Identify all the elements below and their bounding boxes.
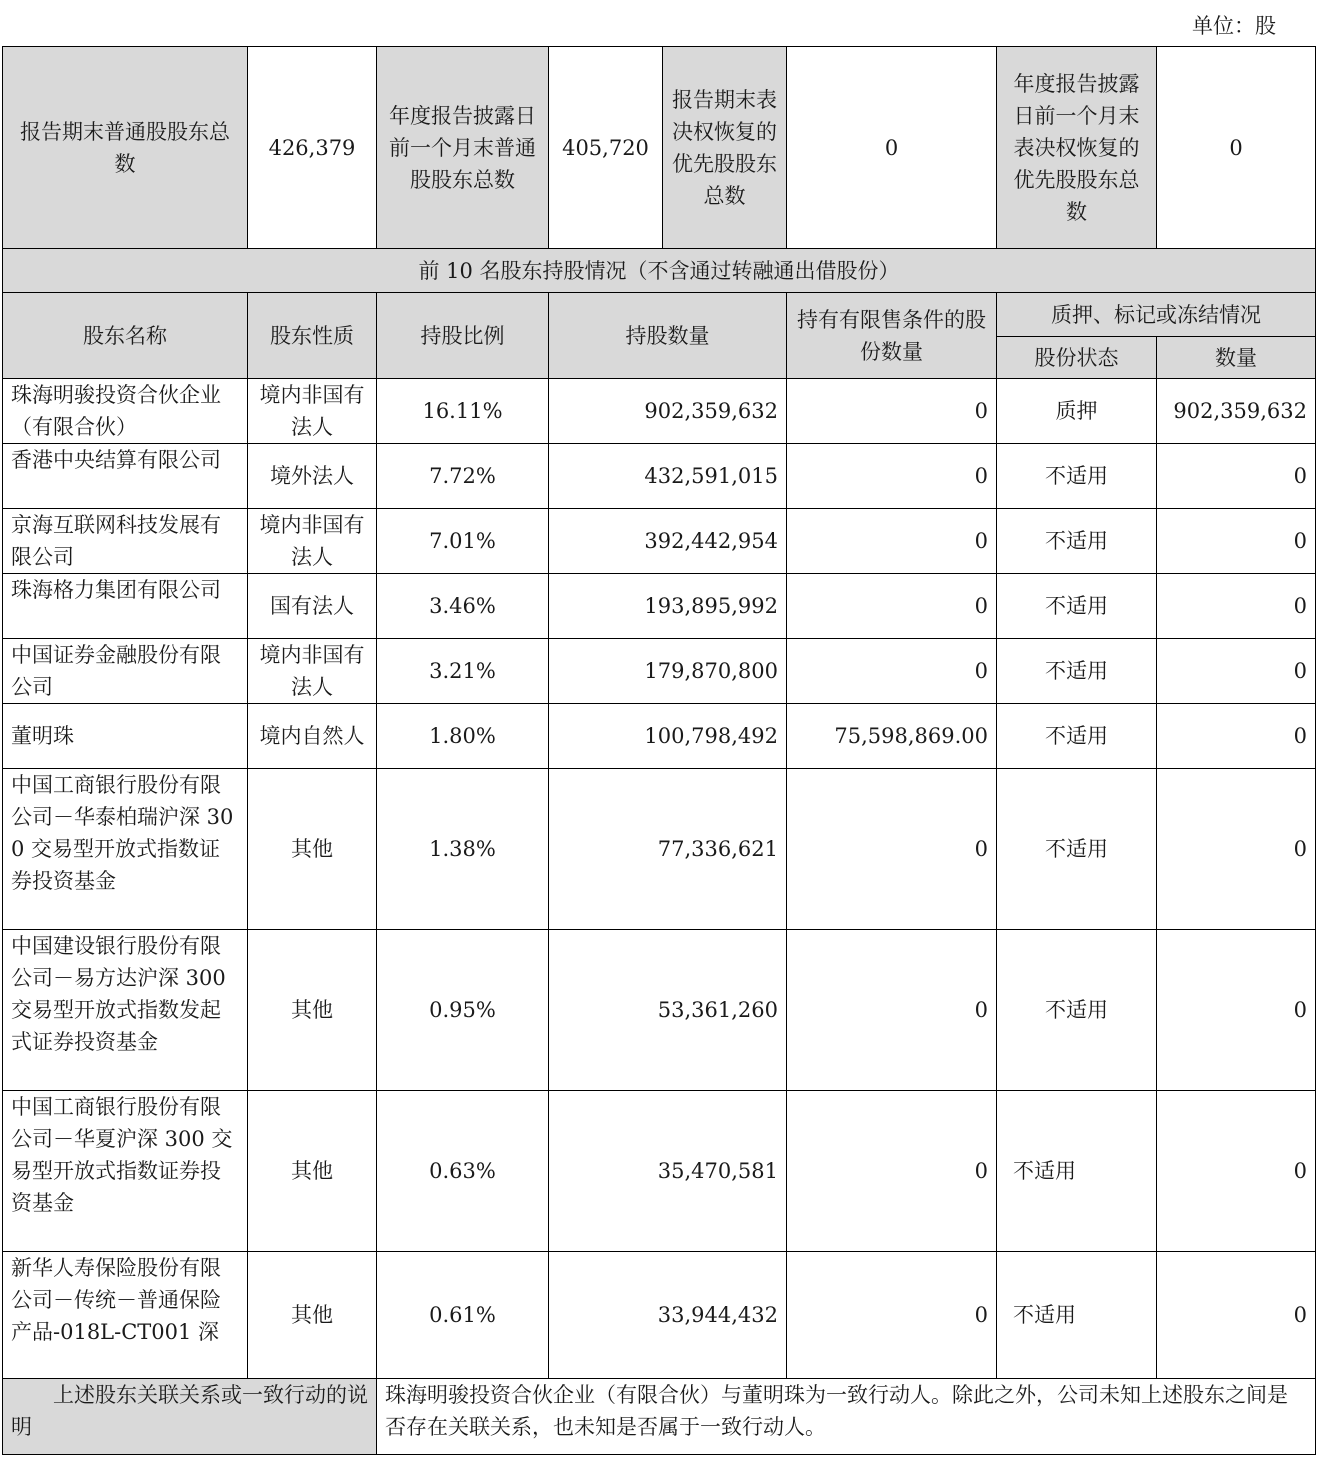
shareholder-nature: 境内自然人 — [248, 704, 377, 769]
pledge-amount: 0 — [1157, 1091, 1316, 1252]
shareholding-ratio: 0.63% — [377, 1091, 549, 1252]
header-ratio: 持股比例 — [377, 293, 549, 379]
share-status: 不适用 — [997, 574, 1157, 639]
shareholding-quantity: 392,442,954 — [549, 509, 787, 574]
pledge-amount: 902,359,632 — [1157, 379, 1316, 444]
shareholder-name: 香港中央结算有限公司 — [3, 444, 248, 509]
share-status: 不适用 — [997, 509, 1157, 574]
shareholding-ratio: 0.95% — [377, 930, 549, 1091]
shareholder-name: 中国证券金融股份有限公司 — [3, 639, 248, 704]
shareholder-nature: 境内非国有法人 — [248, 639, 377, 704]
table-row — [3, 639, 1316, 704]
shareholding-quantity: 100,798,492 — [549, 704, 787, 769]
shareholding-ratio: 1.38% — [377, 769, 549, 930]
table-row — [3, 574, 1316, 639]
table-row — [3, 379, 1316, 444]
pledge-amount: 0 — [1157, 930, 1316, 1091]
shareholding-ratio: 3.46% — [377, 574, 549, 639]
shareholder-nature: 其他 — [248, 1091, 377, 1252]
shareholding-quantity: 179,870,800 — [549, 639, 787, 704]
restricted-shares: 0 — [787, 444, 997, 509]
restricted-shares: 0 — [787, 639, 997, 704]
share-status: 不适用 — [997, 639, 1157, 704]
shareholder-name: 中国工商银行股份有限公司－华夏沪深 300 交易型开放式指数证券投资基金 — [3, 1091, 248, 1252]
restricted-shares: 0 — [787, 769, 997, 930]
summary-label-prior-month-holders: 年度报告披露日前一个月末普通股股东总数 — [377, 47, 549, 249]
shareholding-quantity: 35,470,581 — [549, 1091, 787, 1252]
shareholder-nature: 境内非国有法人 — [248, 509, 377, 574]
table-row — [3, 444, 1316, 509]
note-label: 上述股东关联关系或一致行动的说明 — [3, 1379, 377, 1455]
shareholding-ratio: 3.21% — [377, 639, 549, 704]
shareholding-quantity: 432,591,015 — [549, 444, 787, 509]
shareholder-name: 中国建设银行股份有限公司－易方达沪深 300 交易型开放式指数发起式证券投资基金 — [3, 930, 248, 1091]
header-restricted: 持有有限售条件的股份数量 — [787, 293, 997, 379]
shareholder-nature: 其他 — [248, 930, 377, 1091]
pledge-amount: 0 — [1157, 639, 1316, 704]
table-row — [3, 769, 1316, 930]
summary-value-preferred-holders: 0 — [787, 47, 997, 249]
table-row — [3, 1091, 1316, 1252]
restricted-shares: 75,598,869.00 — [787, 704, 997, 769]
table-row — [3, 1252, 1316, 1379]
shareholder-name: 中国工商银行股份有限公司－华泰柏瑞沪深 300 交易型开放式指数证券投资基金 — [3, 769, 248, 930]
section-title-row — [3, 249, 1316, 293]
header-amount: 数量 — [1157, 337, 1316, 379]
share-status: 不适用 — [997, 704, 1157, 769]
summary-value-prior-month-holders: 405,720 — [549, 47, 663, 249]
header-status: 股份状态 — [997, 337, 1157, 379]
shareholding-quantity: 902,359,632 — [549, 379, 787, 444]
header-nature: 股东性质 — [248, 293, 377, 379]
shareholder-name: 董明珠 — [3, 704, 248, 769]
restricted-shares: 0 — [787, 1252, 997, 1379]
header-row-1 — [3, 293, 1316, 337]
table-row — [3, 509, 1316, 574]
share-status: 质押 — [997, 379, 1157, 444]
shareholder-table — [2, 46, 1316, 1455]
shareholding-quantity: 193,895,992 — [549, 574, 787, 639]
shareholder-nature: 其他 — [248, 1252, 377, 1379]
summary-row — [3, 47, 1316, 249]
pledge-amount: 0 — [1157, 704, 1316, 769]
shareholding-ratio: 7.01% — [377, 509, 549, 574]
pledge-amount: 0 — [1157, 444, 1316, 509]
restricted-shares: 0 — [787, 930, 997, 1091]
summary-value-prior-month-preferred: 0 — [1157, 47, 1316, 249]
header-pledge: 质押、标记或冻结情况 — [997, 293, 1316, 337]
summary-label-prior-month-preferred: 年度报告披露日前一个月末表决权恢复的优先股股东总数 — [997, 47, 1157, 249]
summary-label-total-holders: 报告期末普通股股东总数 — [3, 47, 248, 249]
note-text: 珠海明骏投资合伙企业（有限合伙）与董明珠为一致行动人。除此之外，公司未知上述股东之间是否存在关联关系，也未知是否属于一致行动人。 — [377, 1379, 1316, 1455]
summary-value-total-holders: 426,379 — [248, 47, 377, 249]
table-row — [3, 704, 1316, 769]
shareholder-name: 珠海明骏投资合伙企业（有限合伙） — [3, 379, 248, 444]
shareholder-nature: 国有法人 — [248, 574, 377, 639]
shareholder-nature: 境内非国有法人 — [248, 379, 377, 444]
header-quantity: 持股数量 — [549, 293, 787, 379]
header-name: 股东名称 — [3, 293, 248, 379]
share-status: 不适用 — [997, 930, 1157, 1091]
restricted-shares: 0 — [787, 1091, 997, 1252]
shareholding-ratio: 1.80% — [377, 704, 549, 769]
shareholder-name: 京海互联网科技发展有限公司 — [3, 509, 248, 574]
pledge-amount: 0 — [1157, 769, 1316, 930]
share-status: 不适用 — [997, 1252, 1157, 1379]
shareholding-ratio: 16.11% — [377, 379, 549, 444]
section-title: 前 10 名股东持股情况（不含通过转融通出借股份） — [3, 249, 1316, 293]
pledge-amount: 0 — [1157, 1252, 1316, 1379]
restricted-shares: 0 — [787, 509, 997, 574]
shareholder-nature: 境外法人 — [248, 444, 377, 509]
shareholder-name: 珠海格力集团有限公司 — [3, 574, 248, 639]
table-row — [3, 930, 1316, 1091]
note-row — [3, 1379, 1316, 1455]
unit-label: 单位：股 — [1192, 14, 1276, 38]
shareholding-ratio: 0.61% — [377, 1252, 549, 1379]
share-status: 不适用 — [997, 1091, 1157, 1252]
share-status: 不适用 — [997, 769, 1157, 930]
summary-label-preferred-holders: 报告期末表决权恢复的优先股股东总数 — [663, 47, 787, 249]
shareholding-ratio: 7.72% — [377, 444, 549, 509]
shareholding-quantity: 33,944,432 — [549, 1252, 787, 1379]
pledge-amount: 0 — [1157, 509, 1316, 574]
share-status: 不适用 — [997, 444, 1157, 509]
restricted-shares: 0 — [787, 379, 997, 444]
shareholding-quantity: 53,361,260 — [549, 930, 787, 1091]
pledge-amount: 0 — [1157, 574, 1316, 639]
restricted-shares: 0 — [787, 574, 997, 639]
shareholder-name: 新华人寿保险股份有限公司－传统－普通保险产品-018L-CT001 深 — [3, 1252, 248, 1379]
shareholding-quantity: 77,336,621 — [549, 769, 787, 930]
shareholder-nature: 其他 — [248, 769, 377, 930]
